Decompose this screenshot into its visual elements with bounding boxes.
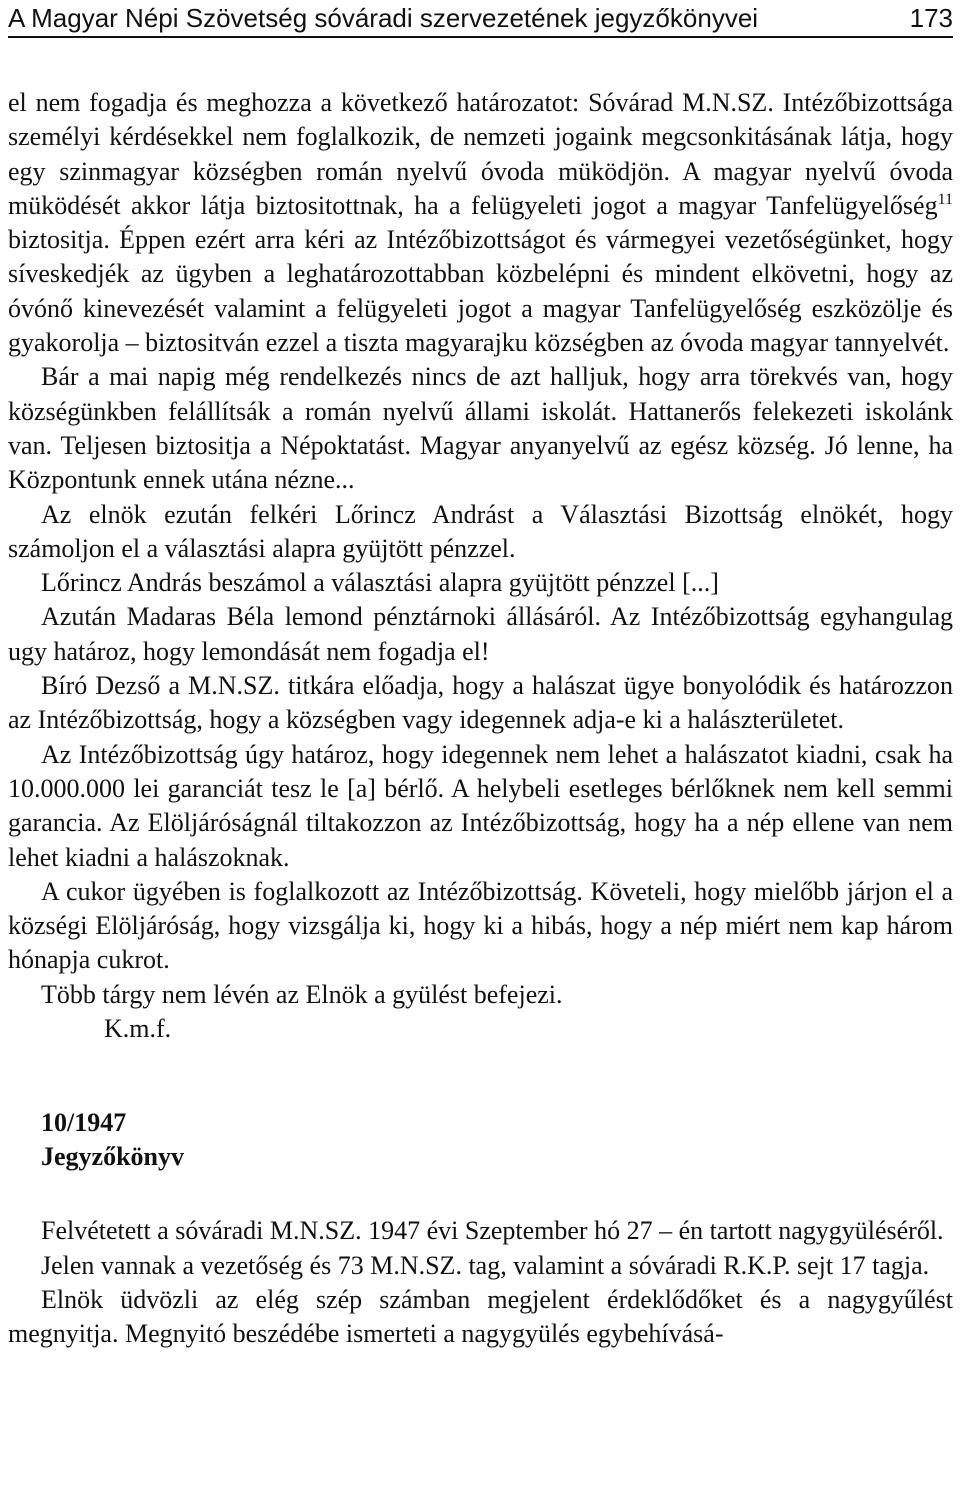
paragraph-9: Több tárgy nem lévén az Elnök a gyülést befejezi. — [41, 979, 563, 1009]
body-text — [8, 86, 953, 1352]
paragraph-7: Az Intézőbizottság úgy határoz, hogy idegennek nem lehet a halászatot kiadni, csak ha 10.000.000 lei garanciát tesz le [a] bérlő. A helybeli esetleges bérlőknek nem kell semmi garancia. Az Elöljáróságnál tiltakozzon az Intézőbizottság, hogy ha a nép ellene van nem lehet kiadni a halászoknak. — [8, 739, 953, 872]
footnote-ref-11: 11 — [937, 190, 953, 208]
signature: K.m.f. — [104, 1014, 172, 1044]
document-heading — [8, 1106, 953, 1174]
document-title: Jegyzőkönyv — [41, 1142, 184, 1172]
new-paragraph-1: Felvétetett a sóváradi M.N.SZ. 1947 évi Szeptember hó 27 – én tartott nagygyüléséről. — [41, 1216, 944, 1246]
new-paragraph-2: Jelen vannak a vezetőség és 73 M.N.SZ. tag, valamint a sóváradi R.K.P. sejt 17 tagja. — [41, 1250, 930, 1280]
paragraph-3: Az elnök ezután felkéri Lőrincz Andrást a Választási Bizottság elnökét, hogy számoljon el a választási alapra gyüjtött pénzzel. — [8, 499, 953, 563]
section-spacer — [8, 1174, 953, 1214]
paragraph-2: Bár a mai napig még rendelkezés nincs de azt halljuk, hogy arra törekvés van, hogy községünkben felállítsák a román nyelvű állami iskolát. Hattanerős felekezeti iskolánk van. Teljesen biztositja a Népoktatást. Magyar anyanyelvű az egész község. Jó lenne, ha Központunk ennek utána nézne... — [8, 362, 953, 495]
paragraph-1-text-a: el nem fogadja és meghozza a következő határozatot: Sóvárad M.N.SZ. Intézőbizottsága személyi kérdésekkel nem foglalkozik, de nemzeti jogaink megcsonkitásának látja, hogy egy szinmagyar községben román nyelvű óvoda müködjön. A magyar nyelvű óvoda müködését akkor látja biztositottnak, ha a felügyeleti jogot a magyar Tanfelügyelőség — [8, 88, 953, 220]
running-header-title: A Magyar Népi Szövetség sóváradi szervezetének jegyzőkönyvei — [8, 3, 759, 33]
paragraph-5: Azután Madaras Béla lemond pénztárnoki állásáról. Az Intézőbizottság egyhangulag ugy határoz, hogy lemondását nem fogadja el! — [8, 602, 953, 666]
new-paragraph-3: Elnök üdvözli az elég szép számban megjelent érdeklődőket és a nagygyűlést megnyitja. Megnyitó beszédébe ismerteti a nagygyülés egybehívásá- — [8, 1284, 953, 1349]
paragraph-1-text-b: biztositja. Éppen ezért arra kéri az Intézőbizottságot és vármegyei vezetőségünket, hogy síveskedjék az ügyben a leghatározottabban közbelépni és mindent elkövetni, hogy az óvónő kinevezését valamint a felügyeleti jogot a magyar Tanfelügyelőség eszközölje és gyakorolja – biztositván ezzel a tiszta magyarajku községben az óvoda magyar tannyelvét. — [8, 225, 953, 358]
paragraph-1 — [8, 86, 953, 360]
document-number: 10/1947 — [41, 1108, 127, 1138]
running-header — [8, 0, 953, 38]
paragraph-8: A cukor ügyében is foglalkozott az Intézőbizottság. Követeli, hogy mielőbb járjon el a községi Elöljáróság, hogy vizsgálja ki, hogy ki a hibás, hogy a nép miért nem kap három hónapja cukrot. — [8, 876, 953, 975]
paragraph-6: Bíró Dezső a M.N.SZ. titkára előadja, hogy a halászat ügye bonyolódik és határozzon az Intézőbizottság, hogy a községben vagy idegennek adja-e ki a halászterületet. — [8, 671, 953, 735]
paragraph-4: Lőrincz András beszámol a választási alapra gyüjtött pénzzel [...] — [41, 568, 719, 598]
page-number: 173 — [909, 3, 953, 33]
